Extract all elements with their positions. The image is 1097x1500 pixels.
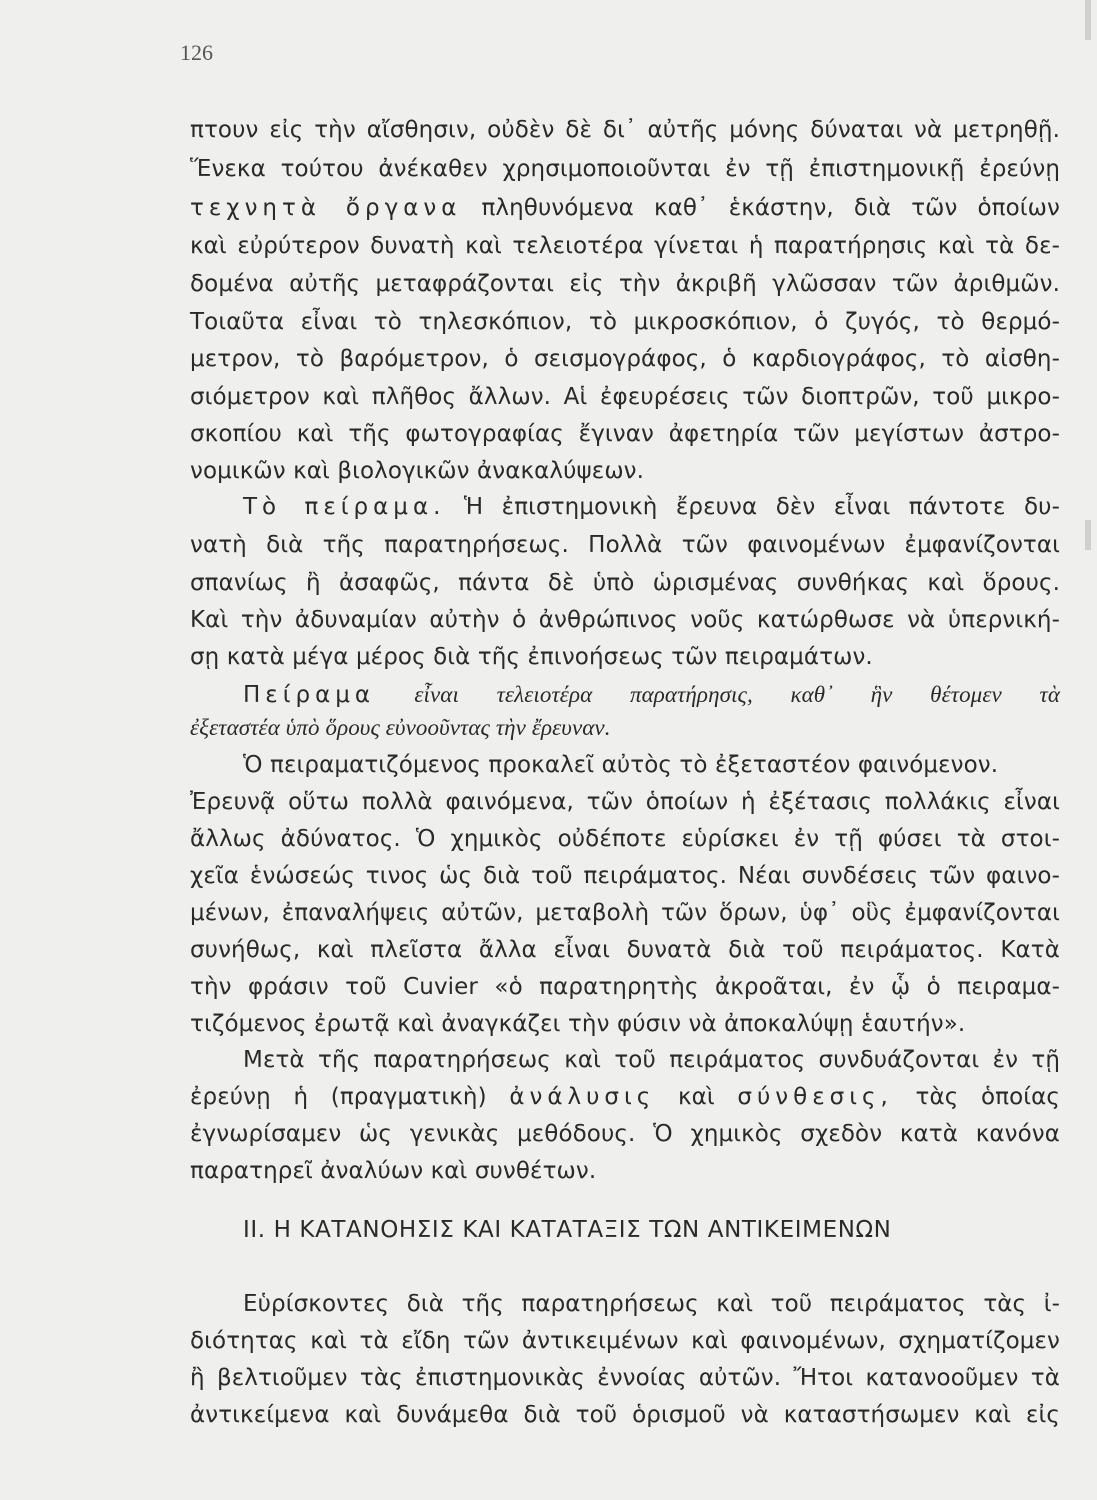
italic-definition: εἶναι τελειοτέρα παρατήρησις, καθ᾽ ἣν θέτομεν τὰ xyxy=(414,682,1060,707)
text-line: σκοπίου καὶ τῆς φωτογραφίας ἔγιναν ἀφετηρία τῶν μεγίστων ἀστρο- xyxy=(190,421,1060,447)
text-line: Τοιαῦτα εἶναι τὸ τηλεσκόπιον, τὸ μικροσκόπιον, ὁ ζυγός, τὸ θερμό- xyxy=(190,309,1060,335)
text-line: τὴν φράσιν τοῦ Cuvier «ὁ παρατηρητὴς ἀκροᾶται, ἐν ᾧ ὁ πειραμα- xyxy=(190,974,1060,1000)
text-line: ἄλλως ἀδύνατος. Ὁ χημικὸς οὐδέποτε εὑρίσκει ἐν τῇ φύσει τὰ στοι- xyxy=(190,826,1060,852)
text-line: δομένα αὐτῆς μεταφράζονται εἰς τὴν ἀκριβῆ γλῶσσαν τῶν ἀριθμῶν. xyxy=(190,271,1060,297)
text-line: μένων, ἐπαναλήψεις αὐτῶν, μεταβολὴ τῶν ὅρων, ὑφ᾽ οὓς ἐμφανίζονται xyxy=(190,900,1060,926)
text-line: Ὁ πειραματιζόμενος προκαλεῖ αὐτὸς τὸ ἐξεταστέον φαινόμενον. xyxy=(243,752,999,778)
text-span: καὶ xyxy=(677,1084,715,1110)
text-line: Εὑρίσκοντες διὰ τῆς παρατηρήσεως καὶ τοῦ πειράματος τὰς ἰ- xyxy=(243,1291,1060,1317)
text-line: Καὶ τὴν ἀδυναμίαν αὐτὴν ὁ ἀνθρώπινος νοῦς κατώρθωσε νὰ ὑπερνική- xyxy=(190,607,1060,633)
text-line: σιόμετρον καὶ πλῆθος ἄλλων. Αἱ ἐφευρέσεις τῶν διοπτρῶν, τοῦ μικρο- xyxy=(190,384,1060,410)
scan-edge-mark xyxy=(1085,0,1091,40)
text-line: τιζόμενος ἐρωτᾷ καὶ ἀναγκάζει τὴν φύσιν νὰ ἀποκαλύψῃ ἑαυτήν». xyxy=(190,1011,966,1037)
scan-edge-mark xyxy=(1085,520,1091,550)
text-line: διότητας καὶ τὰ εἴδη τῶν ἀντικειμένων καὶ φαινομένων, σχηματίζομεν xyxy=(190,1328,1060,1354)
text-span: τὰς ὁποίας xyxy=(915,1084,1060,1110)
text-span: Ἡ ἐπιστημονικὴ ἔρευνα δὲν εἶναι πάντοτε δυ- xyxy=(463,494,1060,520)
text-line: ἐξεταστέα ὑπὸ ὅρους εὐνοοῦντας τὴν ἔρευναν. xyxy=(190,715,611,740)
text-line: μετρον, τὸ βαρόμετρον, ὁ σεισμογράφος, ὁ καρδιογράφος, τὸ αἰσθη- xyxy=(190,346,1060,372)
text-line: καὶ εὐρύτερον δυνατὴ καὶ τελειοτέρα γίνεται ἡ παρατήρησις καὶ τὰ δε- xyxy=(190,233,1060,259)
text-line: ἐγνωρίσαμεν ὡς γενικὰς μεθόδους. Ὁ χημικὸς σχεδὸν κατὰ κανόνα xyxy=(190,1121,1060,1147)
text-line: Ἐρευνᾷ οὕτω πολλὰ φαινόμενα, τῶν ὁποίων ἡ ἐξέτασις πολλάκις εἶναι xyxy=(190,789,1060,815)
spaced-term: σύνθεσις, xyxy=(737,1084,893,1110)
spaced-term: Τὸ πείραμα. xyxy=(243,494,446,520)
text-line: ἢ βελτιοῦμεν τὰς ἐπιστημονικὰς ἐννοίας αὐτῶν. Ἤτοι κατανοοῦμεν τὰ xyxy=(190,1365,1060,1391)
text-line: Ἕνεκα τούτου ἀνέκαθεν χρησιμοποιοῦνται ἐν τῇ ἐπιστημονικῇ ἐρεύνῃ xyxy=(190,156,1060,182)
text-line xyxy=(190,1083,1060,1111)
text-line xyxy=(243,493,1060,521)
text-line: παρατηρεῖ ἀναλύων καὶ συνθέτων. xyxy=(190,1158,597,1184)
spaced-term: Πείραμα xyxy=(243,682,376,708)
spaced-term: ἀνάλυσις xyxy=(509,1084,656,1110)
text-line: Μετὰ τῆς παρατηρήσεως καὶ τοῦ πειράματος συνδυάζονται ἐν τῇ xyxy=(243,1047,1060,1073)
text-line: νατὴ διὰ τῆς παρατηρήσεως. Πολλὰ τῶν φαινομένων ἐμφανίζονται xyxy=(190,532,1060,558)
spaced-term: τεχνητὰ ὄργανα xyxy=(190,195,462,221)
section-heading: II. Η ΚΑΤΑΝΟΗΣΙΣ ΚΑΙ ΚΑΤΑΤΑΞΙΣ ΤΩΝ ΑΝΤΙΚΕΙΜΕΝΩΝ xyxy=(243,1217,892,1243)
text-line: πτουν εἰς τὴν αἴσθησιν, οὐδὲν δὲ δι᾽ αὐτῆς μόνης δύναται νὰ μετρηθῇ. xyxy=(190,117,1060,143)
text-line: νομικῶν καὶ βιολογικῶν ἀνακαλύψεων. xyxy=(190,458,645,484)
text-line xyxy=(243,681,1060,709)
text-line: σῃ κατὰ μέγα μέρος διὰ τῆς ἐπινοήσεως τῶν πειραμάτων. xyxy=(190,644,873,670)
text-line xyxy=(190,194,1060,222)
text-span: ἐρεύνῃ ἡ (πραγματικὴ) xyxy=(190,1084,487,1110)
text-line: σπανίως ἢ ἀσαφῶς, πάντα δὲ ὑπὸ ὡρισμένας συνθήκας καὶ ὅρους. xyxy=(190,570,1060,596)
text-line: συνήθως, καὶ πλεῖστα ἄλλα εἶναι δυνατὰ διὰ τοῦ πειράματος. Κατὰ xyxy=(190,937,1060,963)
text-line: ἀντικείμενα καὶ δυνάμεθα διὰ τοῦ ὁρισμοῦ νὰ καταστήσωμεν καὶ εἰς xyxy=(190,1402,1060,1428)
text-line: χεῖα ἑνώσεώς τινος ὡς διὰ τοῦ πειράματος. Νέαι συνδέσεις τῶν φαινο- xyxy=(190,863,1060,889)
page-number: 126 xyxy=(180,40,213,65)
text-span: πληθυνόμενα καθ᾽ ἑκάστην, διὰ τῶν ὁποίων xyxy=(481,195,1060,221)
